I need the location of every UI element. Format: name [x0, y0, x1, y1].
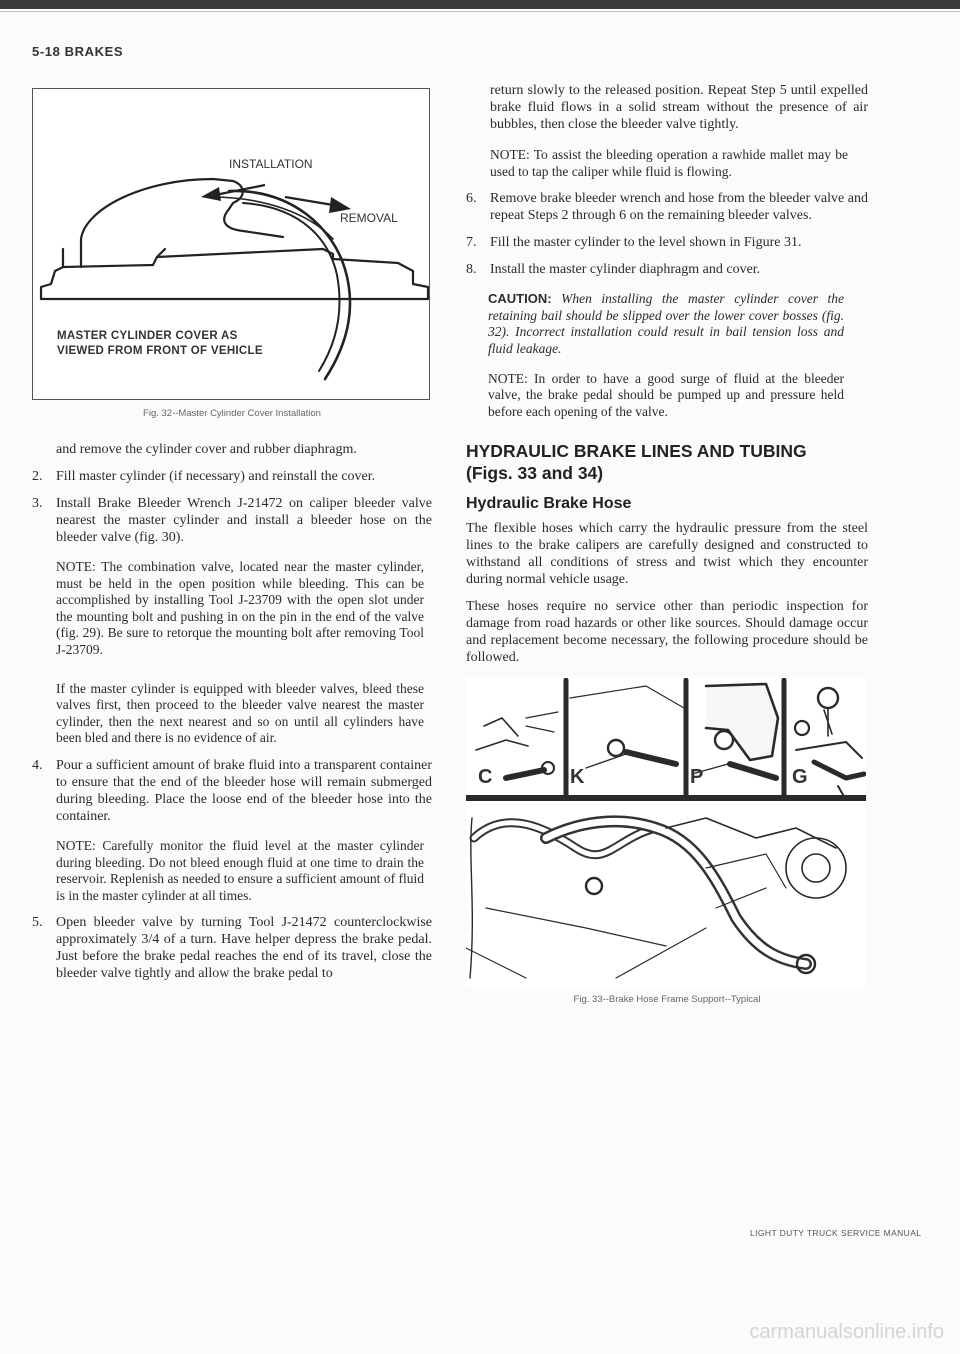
top-rule [0, 0, 960, 9]
figure-32-caption: Fig. 32--Master Cylinder Cover Installation [143, 408, 321, 419]
step-number: 7. [466, 235, 477, 251]
section-heading [466, 440, 868, 484]
note-combination-valve: NOTE: The combination valve, located near the master cylinder, must be held in the open position while bleeding. This can be accomplished by installing Tool J-23709 with the open slot under the mounting bolt and pushing in on the pin in the end of the valve (fig. 29). Be sure to retorque the mounting bolt after removing Tool J-23709. [56, 559, 424, 657]
watermark: carmanualsonline.info [749, 1321, 944, 1343]
caution-block [488, 291, 844, 357]
section-heading-line2: (Figs. 33 and 34) [466, 463, 604, 484]
step-text: Install Brake Bleeder Wrench J-21472 on caliper bleeder valve nearest the master cylinder and install a bleeder hose on the bleeder valve (fig. 30). [56, 496, 432, 545]
step-8 [466, 261, 868, 278]
step-number: 2. [32, 469, 43, 484]
figure-33 [466, 678, 866, 988]
step-7 [466, 234, 868, 251]
label-installation: INSTALLATION [229, 157, 313, 171]
step-number: 3. [32, 496, 43, 511]
label-view-line1: MASTER CYLINDER COVER AS [57, 330, 238, 342]
step-text: Pour a sufficient amount of brake fluid into a transparent container to ensure that the end of the bleeder hose will remain submerged during bleeding. Place the loose end of the bleeder hose into the container. [56, 757, 432, 824]
paragraph-inspection: These hoses require no service other than periodic inspection for damage from road hazards or other like sources. Should damage occur and replacement become necessary, the following procedure should be followed. [466, 599, 868, 666]
step-5 [32, 914, 432, 982]
running-head: 5-18 BRAKES [32, 44, 124, 59]
step-text: Install the master cylinder diaphragm and cover. [490, 262, 761, 278]
top-rule-thin [0, 11, 960, 12]
note-mallet: NOTE: To assist the bleeding operation a rawhide mallet may be used to tap the caliper while fluid is flowing. [490, 147, 848, 179]
step-4 [32, 757, 432, 825]
label-view-line2: VIEWED FROM FRONT OF VEHICLE [57, 345, 263, 357]
step-3 [32, 495, 432, 546]
figure-32 [32, 88, 430, 400]
caution-label: CAUTION: [488, 291, 552, 307]
label-removal: REMOVAL [340, 211, 398, 225]
continued-paragraph: return slowly to the released position. Repeat Step 5 until expelled brake fluid flows in a solid stream without the presence of air bubbles, then close the bleeder valve tightly. [490, 83, 868, 132]
step-2 [32, 468, 432, 485]
section-heading-line1: HYDRAULIC BRAKE LINES AND TUBING [466, 441, 807, 462]
letter-c: C [478, 766, 493, 789]
step-number: 5. [32, 915, 43, 931]
footer-manual-title: LIGHT DUTY TRUCK SERVICE MANUAL [750, 1228, 922, 1238]
step-number: 6. [466, 191, 477, 207]
note-fluid-level: NOTE: Carefully monitor the fluid level at the master cylinder during bleeding. Do not bleed enough fluid at one time to drain the reservoir. Replenish as needed to ensure a sufficient amount of fluid is in the master cylinder at all times. [56, 837, 424, 903]
letter-k: K [570, 766, 585, 789]
step-6 [466, 190, 868, 224]
step-number: 8. [466, 262, 477, 278]
step-text: Fill the master cylinder to the level shown in Figure 31. [490, 235, 802, 251]
step-number: 4. [32, 757, 43, 773]
letter-p: P [690, 766, 704, 789]
intro-paragraph: and remove the cylinder cover and rubber diaphragm. [56, 442, 357, 457]
figure-33-caption: Fig. 33--Brake Hose Frame Support--Typical [573, 994, 761, 1006]
step-text: Remove brake bleeder wrench and hose from the bleeder valve and repeat Steps 2 through 6 on the remaining bleeder valves. [490, 191, 868, 224]
paragraph-hoses: The flexible hoses which carry the hydraulic pressure from the steel lines to the brake calipers are carefully designed and constructed to withstand all conditions of stress and twist which they encounter during normal vehicle usage. [466, 521, 868, 588]
right-column [466, 82, 868, 1005]
step-text: Fill master cylinder (if necessary) and reinstall the cover. [56, 469, 376, 484]
step-text: Open bleeder valve by turning Tool J-21472 counterclockwise approximately 3/4 of a turn. Have helper depress the brake pedal. Just before the brake pedal reaches the end of its travel, close the bleeder valve tightly and allow the brake pedal to [56, 915, 432, 982]
letter-g: G [792, 766, 808, 789]
note-bleeder-order: If the master cylinder is equipped with bleeder valves, bleed these valves first, then proceed to the bleeder valve nearest the master cylinder, then the next nearest and so on until all cylinders have been bled and there is no evidence of air. [56, 680, 424, 746]
brake-hose-illustration [466, 678, 866, 988]
left-column [32, 88, 432, 982]
sub-heading: Hydraulic Brake Hose [466, 495, 632, 513]
note-pump-pedal: NOTE: In order to have a good surge of fluid at the bleeder valve, the brake pedal should be pumped up and pressure held before each opening of the valve. [488, 370, 844, 419]
caution-text: When installing the master cylinder cover the retaining bail should be slipped over the lower cover bosses (fig. 32). Incorrect installation could result in bail tension loss and fluid leakage. [488, 291, 844, 356]
